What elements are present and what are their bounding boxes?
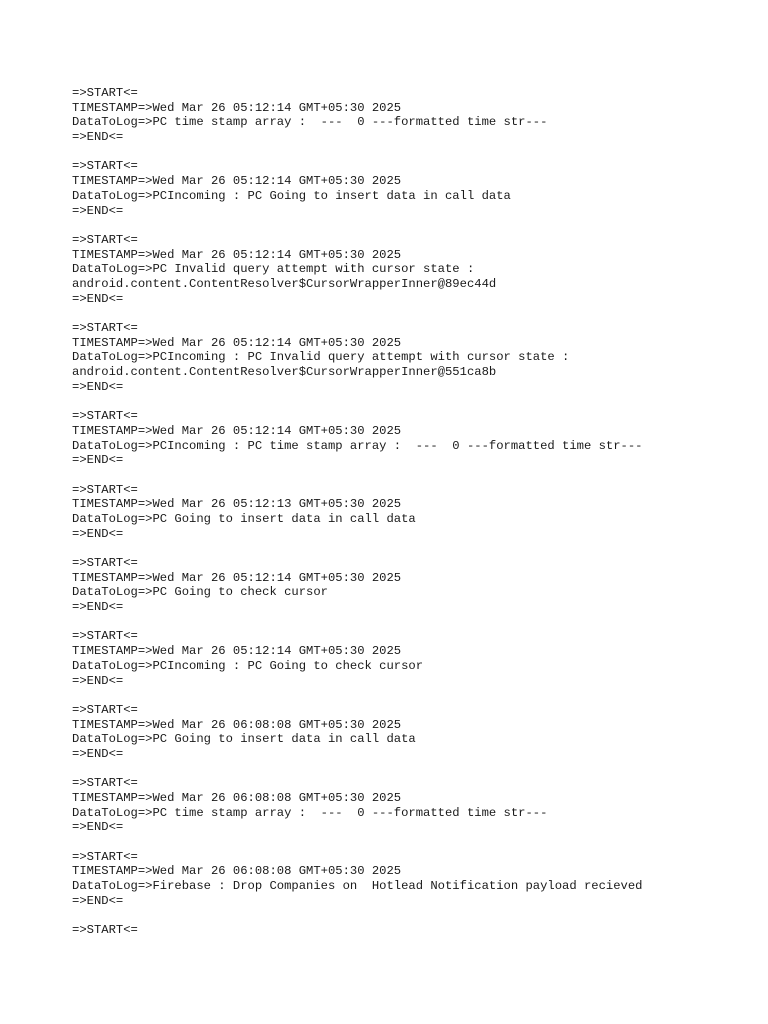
entry-timestamp: TIMESTAMP=>Wed Mar 26 05:12:14 GMT+05:30 2025 <box>72 174 402 189</box>
entry-start-marker: =>START<= <box>72 702 138 717</box>
entry-start-marker: =>START<= <box>72 232 138 247</box>
log-entry <box>72 159 752 218</box>
entry-data-line: DataToLog=>PCIncoming : PC Going to insert data in call data <box>72 188 511 203</box>
log-entry <box>72 483 752 542</box>
entry-data-line: DataToLog=>PCIncoming : PC time stamp array : --- 0 ---formatted time str--- <box>72 438 643 453</box>
entry-timestamp: TIMESTAMP=>Wed Mar 26 05:12:14 GMT+05:30 2025 <box>72 100 402 115</box>
log-entry <box>72 556 752 615</box>
entry-data-line: DataToLog=>PCIncoming : PC Invalid query attempt with cursor state : <box>72 350 570 365</box>
entry-start-marker: =>START<= <box>72 321 138 335</box>
entry-start-marker: =>START<= <box>72 629 138 644</box>
entry-end-marker: =>END<= <box>72 130 124 145</box>
entry-start-marker: =>START<= <box>72 849 138 864</box>
log-entry <box>72 409 752 468</box>
entry-end-marker: =>END<= <box>72 291 124 306</box>
log-entry <box>72 703 752 762</box>
entry-start-marker: =>START<= <box>72 86 138 100</box>
trailing-start-marker: =>START<= <box>72 923 138 938</box>
log-entry <box>72 629 752 688</box>
entry-timestamp: TIMESTAMP=>Wed Mar 26 05:12:14 GMT+05:30 2025 <box>72 423 402 438</box>
entry-timestamp: TIMESTAMP=>Wed Mar 26 06:08:08 GMT+05:30 2025 <box>72 864 402 879</box>
entry-timestamp: TIMESTAMP=>Wed Mar 26 05:12:13 GMT+05:30 2025 <box>72 497 402 512</box>
entry-end-marker: =>END<= <box>72 203 124 218</box>
entry-end-marker: =>END<= <box>72 673 124 688</box>
entry-end-marker: =>END<= <box>72 746 124 761</box>
log-entry <box>72 776 752 835</box>
entry-data-line: DataToLog=>PC time stamp array : --- 0 ---formatted time str--- <box>72 115 548 130</box>
log-entry <box>72 850 752 909</box>
entry-start-marker: =>START<= <box>72 556 138 570</box>
entry-start-marker: =>START<= <box>72 776 138 791</box>
entry-data-line: DataToLog=>Firebase : Drop Companies on Hotlead Notification payload recieved <box>72 879 643 894</box>
log-entry <box>72 86 752 145</box>
entry-timestamp: TIMESTAMP=>Wed Mar 26 06:08:08 GMT+05:30 2025 <box>72 717 402 732</box>
entry-end-marker: =>END<= <box>72 820 124 835</box>
entry-timestamp: TIMESTAMP=>Wed Mar 26 06:08:08 GMT+05:30 2025 <box>72 791 402 805</box>
entry-data-line: DataToLog=>PC Going to insert data in call data <box>72 732 416 747</box>
entry-data-line: DataToLog=>PC Invalid query attempt with cursor state : <box>72 262 475 277</box>
entry-end-marker: =>END<= <box>72 893 124 908</box>
entry-start-marker: =>START<= <box>72 482 138 497</box>
entry-end-marker: =>END<= <box>72 526 124 541</box>
entry-timestamp: TIMESTAMP=>Wed Mar 26 05:12:14 GMT+05:30 2025 <box>72 247 402 262</box>
log-entry <box>72 233 752 306</box>
entry-start-marker: =>START<= <box>72 159 138 174</box>
entry-data-line: android.content.ContentResolver$CursorWrapperInner@551ca8b <box>72 365 497 380</box>
entry-timestamp: TIMESTAMP=>Wed Mar 26 05:12:14 GMT+05:30 2025 <box>72 644 402 659</box>
entry-end-marker: =>END<= <box>72 379 124 394</box>
log-document <box>72 86 752 938</box>
log-entry <box>72 321 752 394</box>
entry-data-line: DataToLog=>PCIncoming : PC Going to check cursor <box>72 658 424 673</box>
entry-data-line: DataToLog=>PC time stamp array : --- 0 ---formatted time str--- <box>72 805 548 820</box>
entry-start-marker: =>START<= <box>72 409 138 424</box>
entry-timestamp: TIMESTAMP=>Wed Mar 26 05:12:14 GMT+05:30 2025 <box>72 335 402 350</box>
entry-data-line: DataToLog=>PC Going to check cursor <box>72 585 328 600</box>
entry-end-marker: =>END<= <box>72 453 124 468</box>
entry-timestamp: TIMESTAMP=>Wed Mar 26 05:12:14 GMT+05:30 2025 <box>72 570 402 585</box>
entry-end-marker: =>END<= <box>72 600 124 615</box>
entry-data-line: DataToLog=>PC Going to insert data in call data <box>72 511 416 526</box>
entry-data-line: android.content.ContentResolver$CursorWrapperInner@89ec44d <box>72 276 497 291</box>
